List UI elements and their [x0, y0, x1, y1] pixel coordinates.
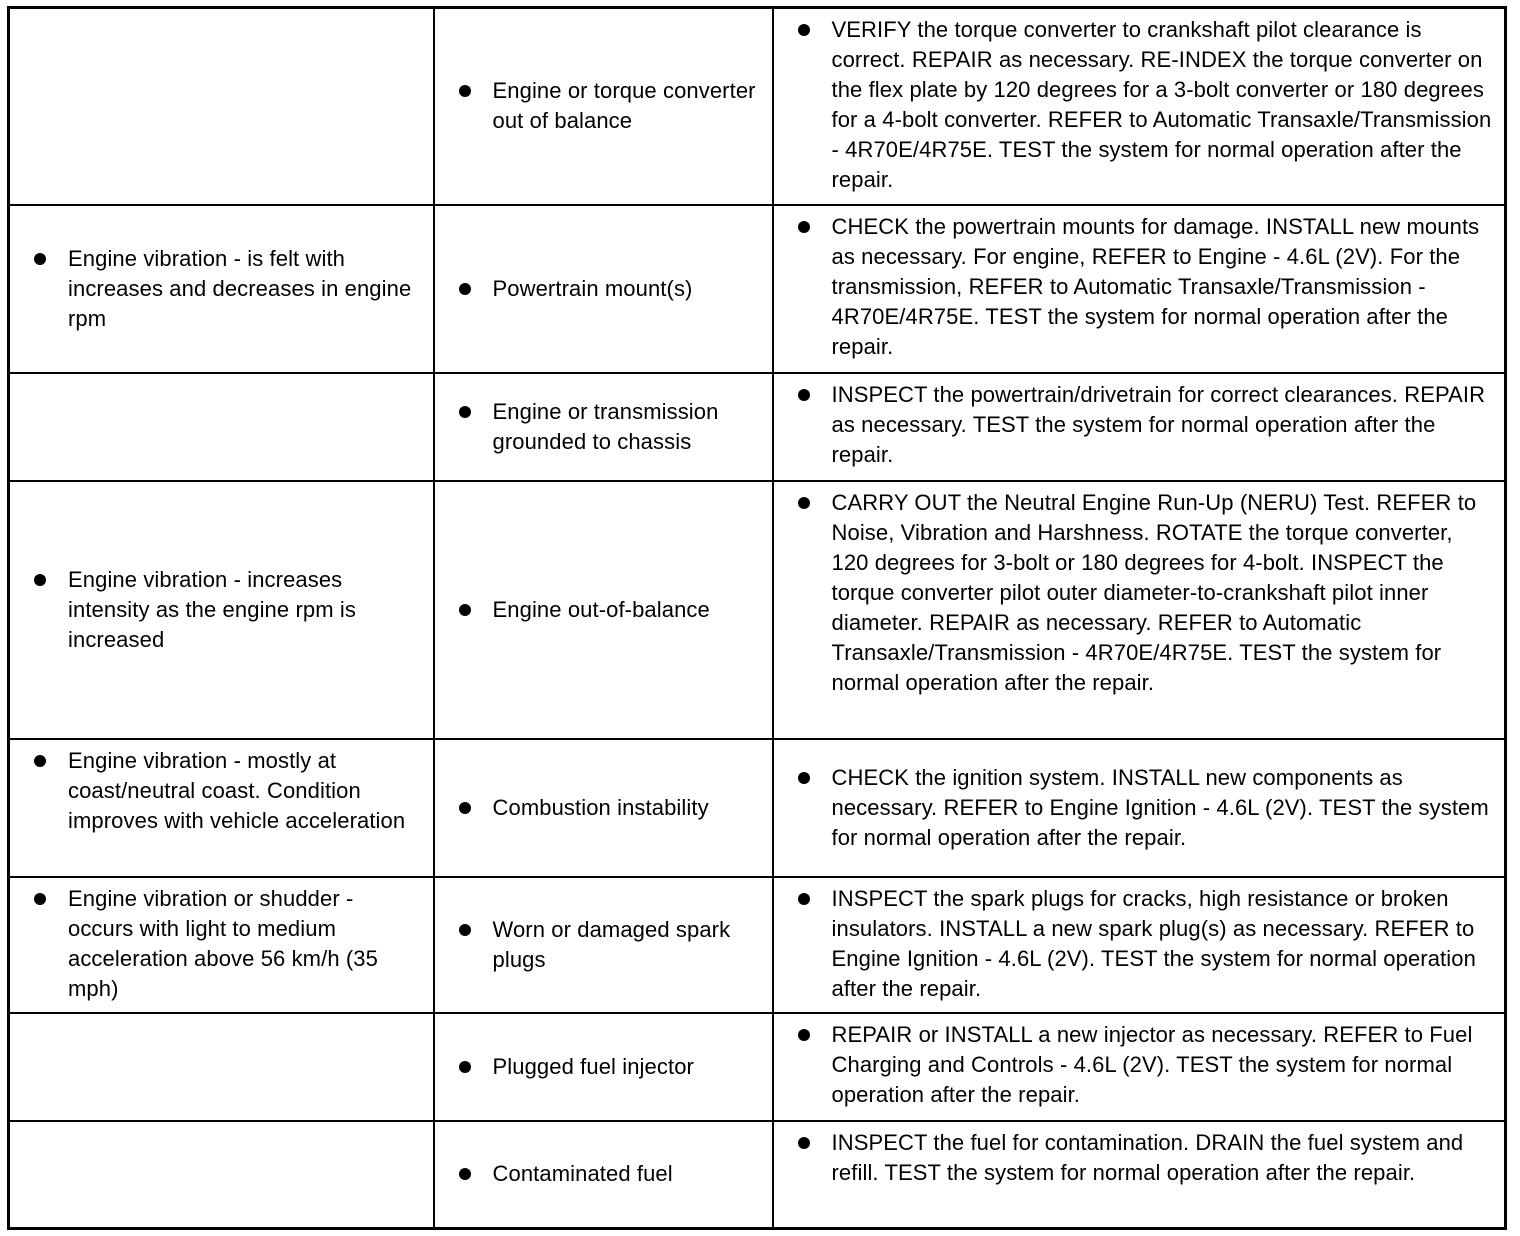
condition-item [10, 878, 433, 1004]
action-cell [773, 1121, 1506, 1229]
bullet-icon [798, 1029, 810, 1041]
action-item [774, 482, 1505, 704]
action-text: INSPECT the spark plugs for cracks, high resistance or broken insulators. INSTALL a new spark plug(s) as necessary. REFER to Engine Ignition - 4.6L (2V). TEST the system for normal operation after the repair. [831, 885, 1476, 1001]
bullet-icon [459, 406, 471, 418]
table-row [9, 481, 1506, 739]
cause-cell [434, 373, 773, 481]
cause-item [435, 793, 772, 823]
action-cell [773, 481, 1506, 739]
cause-item [435, 274, 772, 304]
condition-text: Engine vibration - mostly at coast/neutral coast. Condition improves with vehicle acceleration [68, 747, 406, 833]
cause-item [435, 595, 772, 625]
action-text: VERIFY the torque converter to crankshaft pilot clearance is correct. REPAIR as necessary. RE-INDEX the torque converter on the flex plate by 120 degrees for a 3-bolt converter or 180 degrees for a 4-bolt converter. REFER to Automatic Transaxle/Transmission - 4R70E/4R75E. TEST the system for normal operation after the repair. [831, 17, 1492, 192]
cause-item [435, 915, 772, 975]
bullet-icon [459, 604, 471, 616]
action-item [774, 374, 1505, 476]
cause-cell [434, 481, 773, 739]
action-item [774, 206, 1505, 368]
diagnosis-table [7, 6, 1507, 1230]
cause-text: Worn or damaged spark plugs [492, 916, 731, 972]
action-item [774, 757, 1505, 859]
bullet-icon [459, 1061, 471, 1073]
bullet-icon [798, 1137, 810, 1149]
table-row [9, 739, 1506, 877]
action-text: CARRY OUT the Neutral Engine Run-Up (NERU) Test. REFER to Noise, Vibration and Harshness. ROTATE the torque converter, 120 degrees for 3-bolt or 180 degrees for 4-bolt. INSPECT the torque converter pilot outer diameter-to-crankshaft pilot inner diameter. REPAIR as necessary. REFER to Automatic Transaxle/Transmission - 4R70E/4R75E. TEST the system for normal operation after the repair. [831, 489, 1477, 695]
bullet-icon [459, 283, 471, 295]
cause-text: Engine or transmission grounded to chassis [492, 398, 719, 454]
condition-cell [9, 481, 434, 739]
bullet-icon [798, 389, 810, 401]
cause-text: Contaminated fuel [492, 1161, 673, 1187]
cause-cell [434, 877, 773, 1013]
action-item [774, 1122, 1505, 1194]
action-item [774, 878, 1505, 1010]
cause-text: Powertrain mount(s) [492, 275, 693, 301]
bullet-icon [459, 85, 471, 97]
cause-item [435, 1159, 772, 1189]
condition-cell [9, 8, 434, 205]
bullet-icon [34, 755, 46, 767]
action-item [774, 9, 1505, 201]
action-text: REPAIR or INSTALL a new injector as necessary. REFER to Fuel Charging and Controls - 4.6L (2V). TEST the system for normal operation after the repair. [831, 1021, 1473, 1107]
table-row [9, 1013, 1506, 1121]
bullet-icon [798, 772, 810, 784]
action-text: CHECK the ignition system. INSTALL new components as necessary. REFER to Engine Ignition - 4.6L (2V). TEST the system for normal operation after the repair. [831, 764, 1489, 850]
table-row [9, 877, 1506, 1013]
cause-text: Engine or torque converter out of balance [492, 78, 756, 134]
action-cell [773, 8, 1506, 205]
condition-text: Engine vibration - is felt with increases and decreases in engine rpm [68, 245, 412, 331]
action-cell [773, 1013, 1506, 1121]
cause-item [435, 397, 772, 457]
action-item [774, 1014, 1505, 1116]
cause-item [435, 1052, 772, 1082]
cause-cell [434, 205, 773, 373]
bullet-icon [34, 253, 46, 265]
action-text: INSPECT the fuel for contamination. DRAIN the fuel system and refill. TEST the system for normal operation after the repair. [831, 1129, 1464, 1185]
condition-item [10, 244, 433, 334]
table-row [9, 205, 1506, 373]
action-text: CHECK the powertrain mounts for damage. INSTALL new mounts as necessary. For engine, REFER to Engine - 4.6L (2V). For the transmission, REFER to Automatic Transaxle/Transmission - 4R70E/4R75E. TEST the system for normal operation after the repair. [831, 213, 1480, 359]
bullet-icon [459, 924, 471, 936]
bullet-icon [798, 497, 810, 509]
action-cell [773, 373, 1506, 481]
bullet-icon [798, 893, 810, 905]
table-body [9, 8, 1506, 1229]
bullet-icon [459, 1168, 471, 1180]
action-cell [773, 205, 1506, 373]
bullet-icon [798, 24, 810, 36]
condition-item [10, 565, 433, 655]
condition-cell [9, 877, 434, 1013]
condition-cell [9, 1121, 434, 1229]
condition-text: Engine vibration - increases intensity as the engine rpm is increased [68, 566, 356, 652]
condition-text: Engine vibration or shudder - occurs with light to medium acceleration above 56 km/h (35 mph) [68, 885, 378, 1001]
bullet-icon [34, 574, 46, 586]
cause-cell [434, 1121, 773, 1229]
cause-text: Combustion instability [492, 794, 709, 820]
action-cell [773, 739, 1506, 877]
cause-cell [434, 8, 773, 205]
action-text: INSPECT the powertrain/drivetrain for correct clearances. REPAIR as necessary. TEST the system for normal operation after the repair. [831, 381, 1486, 467]
condition-cell [9, 739, 434, 877]
table-row [9, 373, 1506, 481]
condition-cell [9, 1013, 434, 1121]
condition-item [10, 740, 433, 836]
table-row [9, 8, 1506, 205]
cause-cell [434, 1013, 773, 1121]
cause-item [435, 76, 772, 136]
bullet-icon [34, 893, 46, 905]
cause-text: Engine out-of-balance [492, 596, 710, 622]
condition-cell [9, 205, 434, 373]
bullet-icon [459, 802, 471, 814]
bullet-icon [798, 221, 810, 233]
condition-cell [9, 373, 434, 481]
cause-text: Plugged fuel injector [492, 1053, 694, 1079]
table-row [9, 1121, 1506, 1229]
cause-cell [434, 739, 773, 877]
action-cell [773, 877, 1506, 1013]
